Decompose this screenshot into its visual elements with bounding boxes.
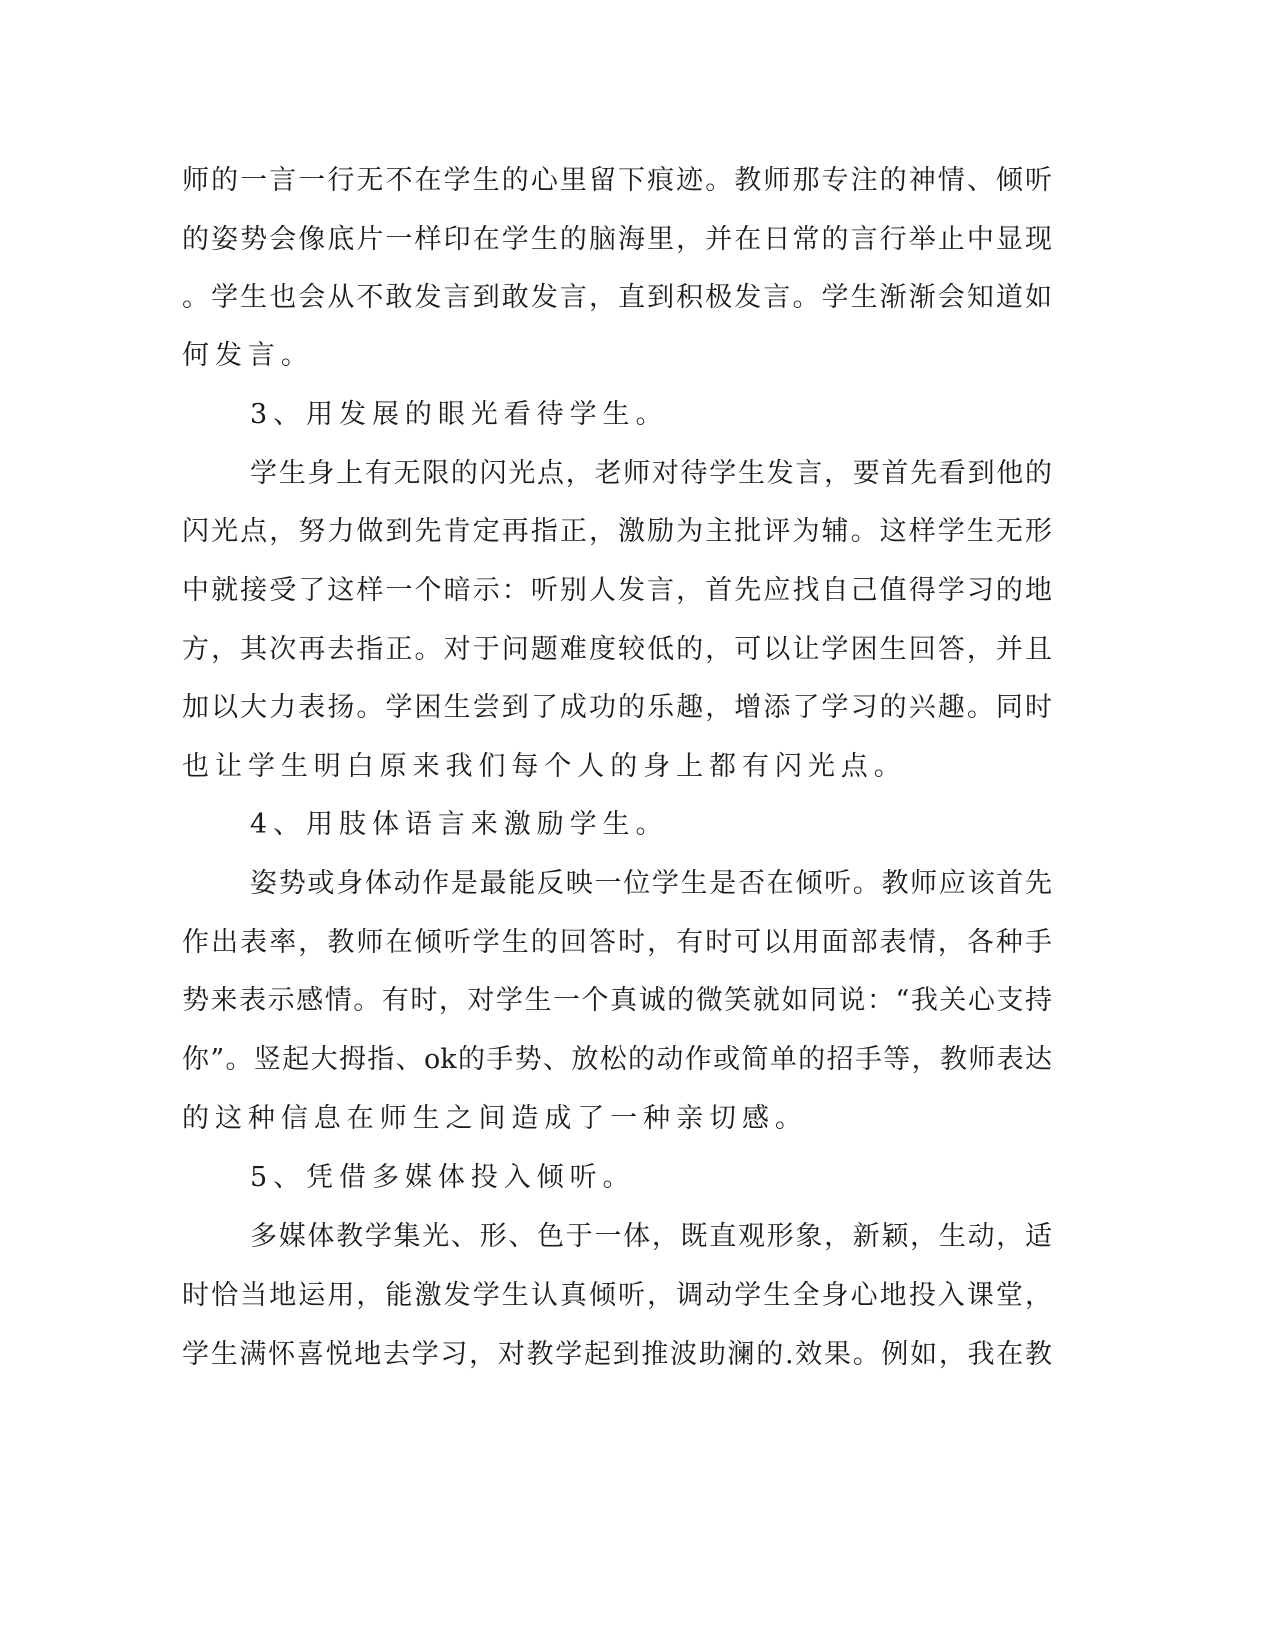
text-line-21: 学生满怀喜悦地去学习，对教学起到推波助澜的.效果。例如，我在教	[182, 1339, 1052, 1370]
text-line-19: 多媒体教学集光、形、色于一体，既直观形象，新颖，生动，适	[250, 1221, 1052, 1252]
text-line-7: 闪光点，努力做到先肯定再指正，激励为主批评为辅。这样学生无形	[182, 516, 1052, 547]
text-line-2: 的姿势会像底片一样印在学生的脑海里，并在日常的言行举止中显现	[182, 224, 1052, 255]
text-line-1: 师的一言一行无不在学生的心里留下痕迹。教师那专注的神情、倾听	[182, 165, 1052, 196]
text-line-16: 你”。竖起大拇指、ok的手势、放松的动作或简单的招手等，教师表达	[182, 1044, 1052, 1075]
section-heading-4: 4、用肢体语言来激励学生。	[250, 809, 669, 840]
text-line-4: 何发言。	[182, 340, 314, 371]
text-line-10: 加以大力表扬。学困生尝到了成功的乐趣，增添了学习的兴趣。同时	[182, 692, 1052, 723]
text-line-6: 学生身上有无限的闪光点，老师对待学生发言，要首先看到他的	[250, 458, 1052, 489]
text-line-8: 中就接受了这样一个暗示：听别人发言，首先应找自己值得学习的地	[182, 575, 1052, 606]
text-line-3: 。学生也会从不敢发言到敢发言，直到积极发言。学生渐渐会知道如	[182, 282, 1052, 313]
section-heading-3: 3、用发展的眼光看待学生。	[250, 399, 669, 430]
text-line-17: 的这种信息在师生之间造成了一种亲切感。	[182, 1103, 808, 1134]
text-line-14: 作出表率，教师在倾听学生的回答时，有时可以用面部表情，各种手	[182, 927, 1052, 958]
text-line-20: 时恰当地运用，能激发学生认真倾听，调动学生全身心地投入课堂，	[182, 1280, 1052, 1311]
text-line-13: 姿势或身体动作是最能反映一位学生是否在倾听。教师应该首先	[250, 868, 1052, 899]
text-line-11: 也让学生明白原来我们每个人的身上都有闪光点。	[182, 751, 907, 782]
section-heading-5: 5、凭借多媒体投入倾听。	[250, 1162, 636, 1193]
text-line-15: 势来表示感情。有时，对学生一个真诚的微笑就如同说：“我关心支持	[182, 985, 1052, 1016]
text-line-9: 方，其次再去指正。对于问题难度较低的，可以让学困生回答，并且	[182, 634, 1052, 665]
